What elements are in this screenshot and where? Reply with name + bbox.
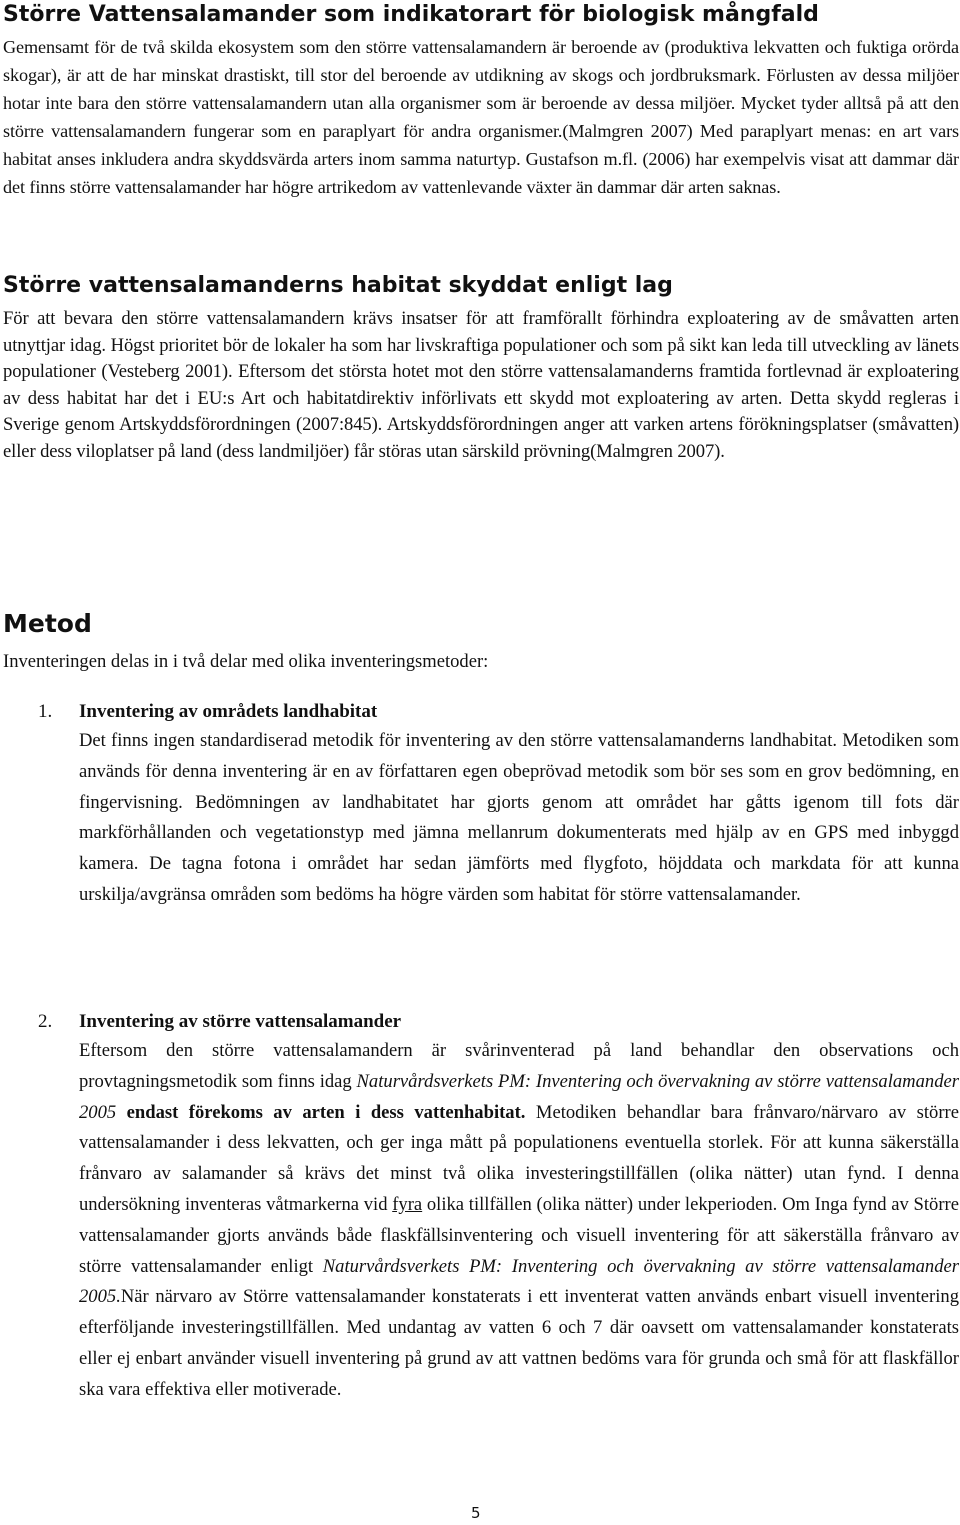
list-item-number: 2. [38,1011,53,1032]
body-text: Eftersom den större vattensalamandern är svårinventerad på land behandlar den observations och provtagningsmetodik som finns idag [79,1040,959,1092]
list-item-body [79,1036,959,1406]
body-text: Metodiken behandlar bara frånvaro/närvaro av större vattensalamander i dess lekvatten, och ger inga mått på populationens eventuella storlek. För att kunna säkerställa frånvaro av salamander så krävs det minst två olika investeringstillfällen (olika nätter) utan fynd. I denna undersökning inventeras våtmarkerna vid [79,1101,959,1215]
metod-intro-paragraph: Inventeringen delas in i två delar med olika inventeringsmetoder: [3,651,489,672]
reference-title: Naturvårdsverkets PM: Inventering och övervakning av större vattensalamander 2005 [79,1070,959,1123]
list-item-title: Inventering av större vattensalamander [79,1011,402,1032]
body-text: När närvaro av Större vattensalamander konstaterats i ett inventerat vatten används enbart visuell inventering efterföljande investeringstillfällen. Med undantag av vatten 6 och 7 där oavsett om vattensalamander konstaterats eller ej enbart använder visuell inventering på grund av att vattnen bedöms vara för grunda och små för att flaskfällor ska vara effektiva eller motiverade. [79,1286,959,1400]
habitat-paragraph: För att bevara den större vattensalamandern krävs insatser för att framförallt förhindra exploatering av de småvatten arten utnyttjar idag. Högst prioritet bör de lokaler ha som har livskraftiga populationer och som på sikt kan leda till utveckling av länets populationer (Vesteberg 2001). Eftersom det största hotet mot den större vattensalamanderns framtida fortlevnad är exploatering av dess habitat har det i EU:s Art och habitatdirektiv införlivats ett skydd mot exploatering av arten. Detta skydd regleras i Sverige genom Artskyddsförordningen (2007:845). Artskyddsförordningen anger att varken artens förökningsplatser (småvatten) eller dess viloplatser på land (dess landmiljöer) får störas utan särskild prövning(Malmgren 2007). [3,308,959,462]
metod-heading: Metod [3,609,92,638]
main-heading: Större Vattensalamander som indikatorart för biologisk mångfald [3,2,819,27]
list-item-body: Det finns ingen standardiserad metodik för inventering av den större vattensalamanderns landhabitat. Metodiken som används för denna inventering är en av författaren egen obeprövad metodik som bör ses som en grov bedömning, en fingervisning. Bedömningen av landhabitatet har gjorts genom att området har gåtts igenom till fots där markförhållanden och vegetationstyp med jämna mellanrum dokumenterats med hjälp av en GPS med inbyggd kamera. De tagna fotona i området har sedan jämförts med flygfoto, höjddata och markdata för att kunna urskilja/avgränsa områden som bedöms ha högre värden som habitat för större vattensalamander. [79,730,959,905]
list-item-number: 1. [38,701,53,722]
body-text: olika tillfällen (olika nätter) under lekperioden. Om Inga fynd av Större vattensalamander gjorts används både flaskfällsinventering och visuell inventering för att säkerställa frånvaro av större vattensalamander enligt [79,1193,959,1277]
underlined-text: fyra [392,1193,423,1215]
habitat-heading: Större vattensalamanderns habitat skyddat enligt lag [3,273,673,298]
reference-title: Naturvårdsverkets PM: Inventering och övervakning av större vattensalamander 2005. [79,1255,960,1308]
intro-paragraph: Gemensamt för de två skilda ekosystem som den större vattensalamandern är beroende av (produktiva lekvatten och fuktiga orörda skogar), är att de har minskat drastiskt, till stor del beroende av utdikning av skogs och jordbruksmark. Förlusten av dessa miljöer hotar inte bara den större vattensalamandern utan alla organismer som är beroende av dessa miljöer. Mycket tyder alltså på att den större vattensalamandern fungerar som en paraplyart för andra organismer.(Malmgren 2007) Med paraplyart menas: en art vars habitat anses inkludera andra skyddsvärda arters inom samma naturtyp. Gustafson m.fl. (2006) har exempelvis visat att dammar där det finns större vattensalamander har högre artrikedom av vattenlevande växter än dammar där arten saknas. [3,37,959,197]
list-item-title: Inventering av områdets landhabitat [79,701,378,722]
page-number: 5 [471,1504,481,1522]
emphasis-text: endast förekoms av arten i dess vattenhabitat. [116,1101,526,1123]
